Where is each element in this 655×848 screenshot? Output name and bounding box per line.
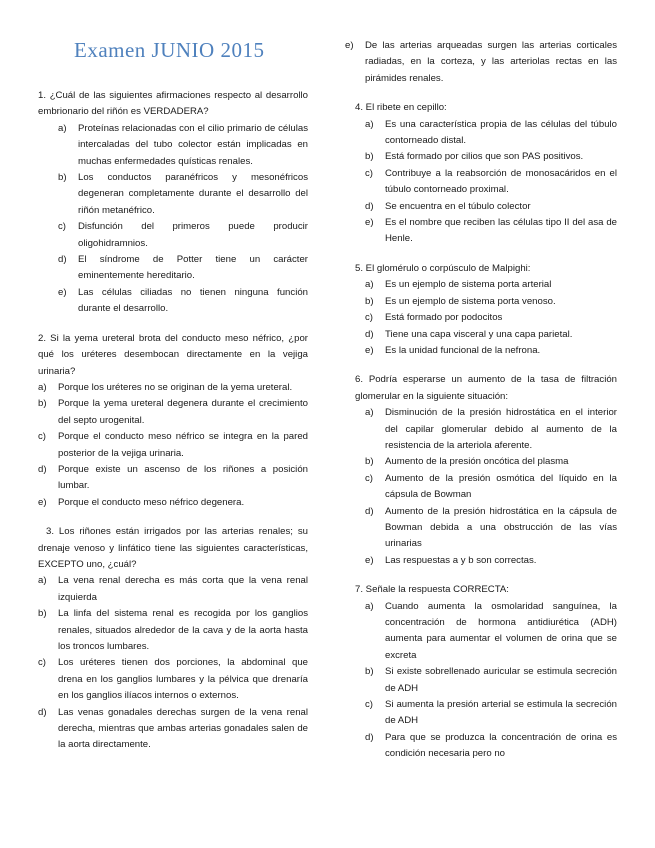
- option-text: Porque los uréteres no se originan de la yema ureteral.: [58, 381, 293, 393]
- options-list: [345, 38, 617, 87]
- question-stem: 1. ¿Cuál de las siguientes afirmaciones respecto al desarrollo embrionario del riñón es VERDADERA?: [38, 90, 308, 118]
- option-letter: a): [58, 122, 67, 134]
- question-3: [38, 524, 308, 754]
- option-item: [345, 199, 617, 215]
- option-item: [38, 170, 308, 219]
- option-item: [345, 38, 617, 87]
- option-item: [38, 396, 308, 429]
- option-text: Los conductos paranéfricos y mesonéfricos degeneran completamente durante el desarrollo del riñón metanéfrico.: [78, 172, 308, 216]
- option-letter: d): [365, 200, 374, 212]
- option-letter: c): [365, 699, 373, 711]
- option-text: Contribuye a la reabsorción de monosacáridos en el túbulo contorneado proximal.: [385, 167, 617, 196]
- option-text: Si aumenta la presión arterial se estimula la secreción de ADH: [385, 699, 617, 727]
- question-3-continued: [345, 38, 617, 87]
- option-letter: c): [38, 657, 46, 669]
- option-text: Proteínas relacionadas con el cilio primario de células intercaladas del tubo colector están implicadas en muchas enfermedades quísticas renales.: [78, 122, 308, 167]
- option-letter: a): [365, 279, 374, 291]
- question-4: [345, 100, 617, 248]
- option-text: Las venas gonadales derechas surgen de la vena renal derecha, mientras que ambas arterias gonadales salen de la aorta directamente.: [58, 706, 308, 751]
- question-stem: 3. Los riñones están irrigados por las arterias renales; su drenaje venoso y linfático tiene las siguientes características, EXCEPTO uno, ¿cuál?: [38, 526, 308, 570]
- option-letter: a): [365, 600, 374, 612]
- question-2: [38, 331, 308, 511]
- question-stem: 2. Si la yema ureteral brota del conducto meso néfrico, ¿por qué los uréteres desembocan directamente en la vejiga urinaria?: [38, 332, 308, 377]
- option-letter: c): [365, 472, 373, 484]
- option-text: Aumento de la presión oncótica del plasma: [385, 456, 569, 468]
- option-letter: d): [38, 706, 47, 718]
- option-text: Porque existe un ascenso de los riñones a posición lumbar.: [58, 463, 308, 492]
- option-letter: b): [365, 295, 374, 307]
- options-list: [38, 573, 308, 753]
- option-text: Las células ciliadas no tienen ninguna función durante el desarrollo.: [78, 286, 308, 315]
- options-list: [345, 405, 617, 569]
- option-text: Aumento de la presión hidrostática en la cápsula de Bowman debida a una obstrucción de las vías urinarias: [385, 505, 617, 550]
- option-letter: c): [365, 312, 373, 324]
- option-item: [38, 573, 308, 606]
- option-text: De las arterias arqueadas surgen las arterias corticales radiadas, en la corteza, y las arteriolas rectas en las pirámides renales.: [365, 40, 617, 84]
- options-list: [38, 121, 308, 318]
- options-list: [38, 380, 308, 511]
- option-letter: d): [365, 328, 374, 340]
- option-letter: d): [38, 463, 47, 475]
- option-item: [345, 664, 617, 697]
- option-text: Está formado por podocitos: [385, 312, 503, 324]
- option-letter: b): [38, 608, 47, 620]
- option-item: [345, 327, 617, 343]
- option-text: Disminución de la presión hidrostática en el interior del capilar glomerular debido al aumento de la resistencia de la arteriola aferente.: [385, 407, 617, 451]
- option-item: [345, 553, 617, 569]
- option-item: [38, 219, 308, 252]
- option-text: La vena renal derecha es más corta que la vena renal izquierda: [58, 575, 308, 603]
- question-5: [345, 261, 617, 359]
- option-text: Los uréteres tienen dos porciones, la abdominal que drena en los ganglios lumbares y la pélvica que drenaría en los ganglios ilíacos internos o externos.: [58, 657, 308, 702]
- option-letter: b): [365, 456, 374, 468]
- option-item: [345, 117, 617, 150]
- option-text: El síndrome de Potter tiene un carácter eminentemente hereditario.: [78, 254, 308, 282]
- option-text: Aumento de la presión osmótica del líquido en la cápsula de Bowman: [385, 472, 617, 501]
- option-item: [38, 655, 308, 704]
- option-letter: b): [365, 666, 374, 678]
- option-letter: b): [58, 172, 67, 184]
- option-letter: c): [58, 221, 66, 233]
- option-item: [345, 405, 617, 454]
- option-letter: c): [38, 431, 46, 443]
- question-stem: 4. El ribete en cepillo:: [355, 102, 447, 114]
- option-item: [345, 504, 617, 553]
- option-text: Es una característica propia de las células del túbulo contorneado distal.: [385, 118, 617, 147]
- option-item: [345, 294, 617, 310]
- question-stem: 7. Señale la respuesta CORRECTA:: [355, 584, 509, 596]
- option-item: [345, 599, 617, 665]
- option-item: [345, 697, 617, 730]
- option-letter: e): [38, 496, 47, 508]
- option-letter: e): [58, 286, 67, 298]
- options-list: [345, 277, 617, 359]
- question-stem: 5. El glomérulo o corpúsculo de Malpighi:: [355, 262, 531, 274]
- options-list: [345, 117, 617, 248]
- option-letter: c): [365, 167, 373, 179]
- option-item: [38, 462, 308, 495]
- option-letter: e): [365, 554, 374, 566]
- options-list: [345, 599, 617, 763]
- option-letter: e): [365, 344, 374, 356]
- option-letter: e): [345, 40, 354, 51]
- option-text: Las respuestas a y b son correctas.: [385, 554, 537, 566]
- right-column: [345, 38, 617, 776]
- option-text: Se encuentra en el túbulo colector: [385, 200, 531, 212]
- option-text: Es un ejemplo de sistema porta venoso.: [385, 295, 556, 307]
- option-item: [38, 495, 308, 511]
- option-item: [38, 252, 308, 285]
- option-letter: a): [365, 407, 374, 419]
- option-item: [38, 121, 308, 170]
- option-letter: a): [365, 118, 374, 130]
- option-text: Si existe sobrellenado auricular se estimula secreción de ADH: [385, 666, 617, 694]
- option-item: [345, 471, 617, 504]
- option-text: Es la unidad funcional de la nefrona.: [385, 344, 541, 356]
- option-text: Porque el conducto meso néfrico degenera.: [58, 496, 245, 508]
- option-item: [345, 149, 617, 165]
- option-letter: a): [38, 381, 47, 393]
- left-column: [38, 88, 308, 767]
- question-6: [345, 372, 617, 569]
- option-item: [345, 215, 617, 248]
- option-item: [345, 277, 617, 293]
- option-item: [345, 166, 617, 199]
- option-item: [345, 454, 617, 470]
- option-text: Para que se produzca la concentración de orina es condición necesaria pero no: [385, 731, 617, 760]
- option-item: [38, 606, 308, 655]
- question-1: [38, 88, 308, 318]
- option-item: [38, 429, 308, 462]
- option-item: [38, 705, 308, 754]
- option-text: Tiene una capa visceral y una capa parietal.: [385, 328, 573, 340]
- option-item: [38, 380, 308, 396]
- option-item: [38, 285, 308, 318]
- option-letter: b): [38, 398, 47, 410]
- option-letter: d): [365, 731, 374, 743]
- option-item: [345, 730, 617, 763]
- question-stem: 6. Podría esperarse un aumento de la tasa de filtración glomerular en la siguiente situación:: [355, 374, 617, 402]
- option-text: Cuando aumenta la osmolaridad sanguínea, la concentración de hormona antidiurética (ADH) aumenta para aumentar el volumen de orina que se excreta: [385, 600, 617, 661]
- exam-title: Examen JUNIO 2015: [74, 38, 265, 62]
- option-letter: b): [365, 151, 374, 163]
- option-letter: a): [38, 575, 47, 587]
- option-item: [345, 310, 617, 326]
- option-text: Está formado por cilios que son PAS positivos.: [385, 151, 584, 163]
- option-text: Es un ejemplo de sistema porta arterial: [385, 279, 552, 291]
- question-7: [345, 582, 617, 762]
- option-letter: d): [365, 505, 374, 517]
- option-letter: d): [58, 254, 67, 266]
- option-text: Es el nombre que reciben las células tipo II del asa de Henle.: [385, 217, 617, 245]
- option-item: [345, 343, 617, 359]
- option-text: Disfunción del primeros puede producir oligohidramnios.: [78, 221, 308, 249]
- option-text: Porque el conducto meso néfrico se integra en la pared posterior de la vejiga urinaria.: [58, 431, 308, 459]
- option-letter: e): [365, 217, 374, 229]
- option-text: Porque la yema ureteral degenera durante el crecimiento del septo urogenital.: [58, 398, 308, 426]
- option-text: La linfa del sistema renal es recogida por los ganglios renales, situados alrededor de la cava y de la aorta hasta los troncos lumbares.: [58, 608, 308, 652]
